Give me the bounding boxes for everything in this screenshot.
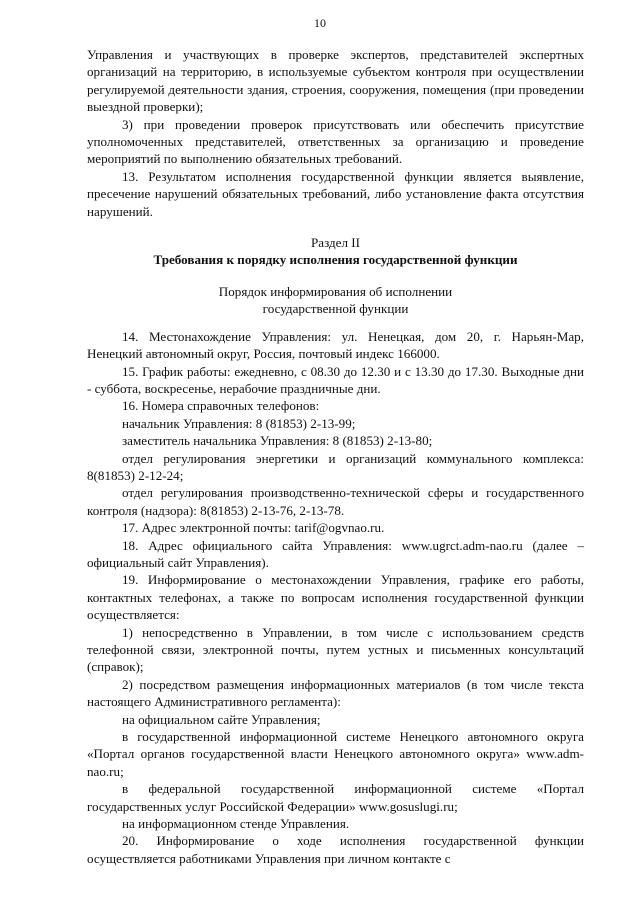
paragraph: 17. Адрес электронной почты: tarif@ogvnao.ru. [122,520,385,536]
paragraph: в государственной информационной системе Ненецкого автономного округа «Портал органов государственной власти Ненецкого автономного округа» www.adm-nao.ru; [87,729,584,779]
paragraph: 14. Местонахождение Управления: ул. Ненецкая, дом 20, г. Нарьян-Мар, Ненецкий автономный округ, Россия, почтовый индекс 166000. [87,328,584,362]
paragraph: 3) при проведении проверок присутствовать или обеспечить присутствие уполномоченных представителей, ответственных за организацию и проведение мероприятий по выполнению обязательных требований. [87,116,584,167]
paragraph: 1) непосредственно в Управлении, в том числе с использованием средств телефонной связи, электронной почты, путем устных и письменных консультаций (справок); [87,624,584,675]
paragraph: отдел регулирования производственно-технической сферы и государственного контроля (надзора): 8(81853) 2-13-76, 2-13-78. [87,485,584,518]
page-number: 10 [314,16,326,30]
section-title: Требования к порядку исполнения государственной функции [153,252,518,268]
paragraph: на информационном стенде Управления. [122,816,350,832]
section-subtitle-line2: государственной функции [262,301,409,317]
paragraph: заместитель начальника Управления: 8 (81853) 2-13-80; [122,433,433,449]
paragraph: отдел регулирования энергетики и организаций коммунального комплекса: 8(81853) 2-12-24; [87,450,584,483]
paragraph: 20. Информирование о ходе исполнения государственной функции осуществляется работниками Управления при личном контакте с [87,833,584,866]
paragraph: 15. График работы: ежедневно, с 08.30 до 12.30 и с 13.30 до 17.30. Выходные дни - суббота, воскресенье, нерабочие праздничные дни. [87,363,584,396]
paragraph: 13. Результатом исполнения государственной функции является выявление, пресечение нарушений обязательных требований, либо установление факта отсутствия нарушений. [87,168,584,219]
paragraph: Управления и участвующих в проверке экспертов, представителей экспертных организаций на территорию, в используемые субъектом контроля при осуществлении регулируемой деятельности здания, строения, сооружения, помещения (при проведении выездной проверки); [87,47,584,115]
paragraph: на официальном сайте Управления; [122,711,321,727]
section-label: Раздел II [310,235,361,251]
paragraph: 19. Информирование о местонахождении Управления, графике его работы, контактных телефонах, а также по вопросам исполнения государственной функции осуществляется: [87,572,584,623]
paragraph: 16. Номера справочных телефонов: [122,398,320,414]
section-subtitle-line1: Порядок информирования об исполнении [218,283,453,299]
document-body [87,46,584,867]
paragraph: 18. Адрес официального сайта Управления: www.ugrct.adm-nao.ru (далее – официальный сайт Управления). [87,537,584,570]
paragraph: 2) посредством размещения информационных материалов (в том числе текста настоящего Административного регламента): [87,676,584,710]
paragraph: в федеральной государственной информационной системе «Портал государственных услуг Российской Федерации» www.gosuslugi.ru; [87,781,584,814]
paragraph: начальник Управления: 8 (81853) 2-13-99; [122,415,356,431]
